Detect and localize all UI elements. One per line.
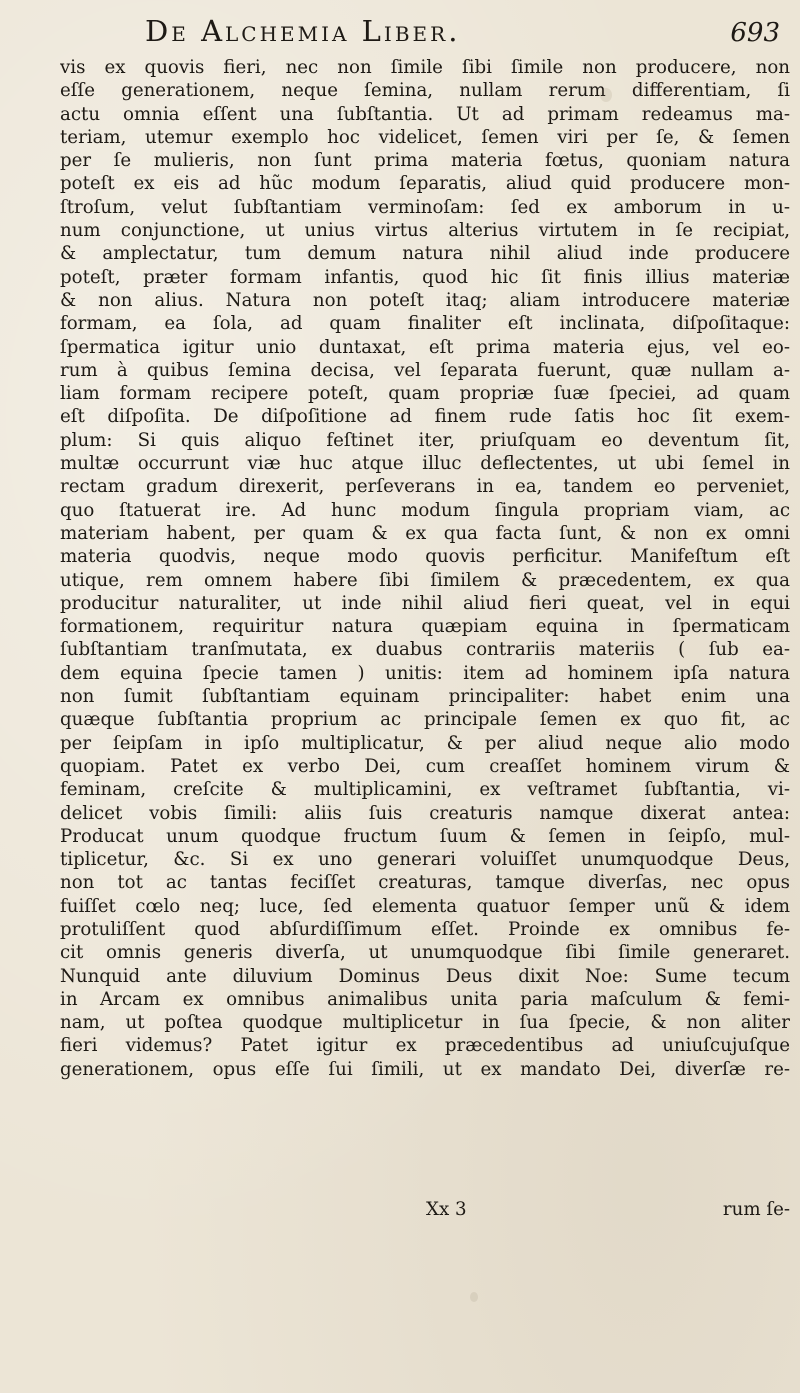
text-line: poteſt, præter formam infantis, quod hic ſit finis illius materiæ [60, 266, 790, 288]
text-line: Producat unum quodque fructum ſuum & ſemen in ſeipſo, mul- [60, 825, 790, 847]
text-line: fieri videmus? Patet igitur ex præcedentibus ad uniuſcujuſque [60, 1035, 790, 1057]
text-line: feminam, creſcite & multiplicamini, ex veſtramet ſubſtantia, vi- [60, 779, 790, 801]
text-line: per ſe mulieris, non ſunt prima materia fœtus, quoniam natura [60, 150, 790, 172]
text-line: & amplectatur, tum demum natura nihil aliud inde producere [60, 243, 790, 265]
text-line: plum: Si quis aliquo feſtinet iter, priuſquam eo deventum ſit, [60, 429, 790, 451]
text-line: liam formam recipere poteſt, quam propriæ ſuæ ſpeciei, ad quam [60, 383, 790, 405]
paper-stain [470, 1292, 478, 1302]
text-line: cit omnis generis diverſa, ut unumquodque ſibi ſimile generaret. [60, 942, 790, 964]
text-line: vis ex quovis fieri, nec non ſimile ſibi ſimile non producere, non [60, 57, 790, 78]
text-line: eſſe generationem, neque ſemina, nullam rerum differentiam, ſi [60, 80, 790, 102]
text-line: tiplicetur, &c. Si ex uno generari voluiſſet unumquodque Deus, [60, 849, 790, 871]
text-line: eſt diſpoſita. De diſpoſitione ad finem rude ſatis hoc ſit exem- [60, 406, 790, 428]
page-footer [60, 1198, 790, 1222]
text-line: utique, rem omnem habere ſibi ſimilem & præcedentem, ex qua [60, 569, 790, 591]
text-line: multæ occurrunt viæ huc atque illuc deflectentes, ut ubi ſemel in [60, 453, 790, 475]
text-line: formam, ea ſola, ad quam finaliter eſt inclinata, diſpoſitaque: [60, 313, 790, 335]
text-line: Nunquid ante diluvium Dominus Deus dixit Noe: Sume tecum [60, 965, 790, 987]
text-line: nam, ut poſtea quodque multiplicetur in ſua ſpecie, & non aliter [60, 1012, 790, 1034]
signature-mark: Xx 3 [426, 1199, 467, 1220]
text-line: protuliſſent quod abſurdiſſimum eſſet. Proinde ex omnibus fe- [60, 918, 790, 940]
text-line: rectam gradum direxerit, perſeverans in ea, tandem eo perveniet, [60, 476, 790, 498]
text-line: actu omnia eſſent una ſubſtantia. Ut ad primam redeamus ma- [60, 103, 790, 125]
text-line: non ſumit ſubſtantiam equinam principaliter: habet enim una [60, 686, 790, 708]
text-line: poteſt ex eis ad hũc modum ſeparatis, aliud quid producere mon- [60, 173, 790, 195]
paper-stain [600, 88, 612, 102]
text-line: fuiſſet cœlo neq; luce, ſed elementa quatuor ſemper unũ & idem [60, 895, 790, 917]
text-line: teriam, utemur exemplo hoc videlicet, ſemen viri per ſe, & ſemen [60, 126, 790, 148]
text-line: materia quodvis, neque modo quovis perficitur. Manifeſtum eſt [60, 546, 790, 568]
text-line: formationem, requiritur natura quæpiam equina in ſpermaticam [60, 616, 790, 638]
text-line: & non alius. Natura non poteſt itaq; aliam introducere materiæ [60, 289, 790, 311]
text-line: quopiam. Patet ex verbo Dei, cum creaſſet hominem virum & [60, 755, 790, 777]
text-line: num conjunctione, ut unius virtus alterius virtutem in ſe recipiat, [60, 220, 790, 242]
text-line: quo ſtatuerat ire. Ad hunc modum ſingula propriam viam, ac [60, 499, 790, 521]
text-line: dem equina ſpecie tamen ) unitis: item ad hominem ipſa natura [60, 662, 790, 684]
text-line: generationem, opus eſſe ſui ſimili, ut ex mandato Dei, diverſæ re- [60, 1058, 790, 1080]
catchword: rum ſe- [722, 1199, 790, 1220]
text-line: in Arcam ex omnibus animalibus unita paria maſculum & femi- [60, 988, 790, 1010]
text-line: ſubſtantiam tranſmutata, ex duabus contrariis materiis ( ſub ea- [60, 639, 790, 661]
text-line: ſpermatica igitur unio duntaxat, eſt prima materia ejus, vel eo- [60, 336, 790, 358]
text-line: rum à quibus ſemina decisa, vel ſeparata fuerunt, quæ nullam a- [60, 359, 790, 381]
text-line: quæque ſubſtantia proprium ac principale ſemen ex quo fit, ac [60, 709, 790, 731]
text-line: ſtroſum, velut ſubſtantiam verminoſam: ſed ex amborum in u- [60, 196, 790, 218]
body-text [60, 56, 790, 1081]
running-header: De Alchemia Liber. [145, 14, 461, 48]
page-number: 693 [730, 18, 780, 48]
text-line: per ſeipſam in ipſo multiplicatur, & per aliud neque alio modo [60, 732, 790, 754]
text-line: materiam habent, per quam & ex qua facta ſunt, & non ex omni [60, 522, 790, 544]
text-line: non tot ac tantas feciſſet creaturas, tamque diverſas, nec opus [60, 872, 790, 894]
text-line: delicet vobis ſimili: aliis ſuis creaturis namque dixerat antea: [60, 802, 790, 824]
text-line: producitur naturaliter, ut inde nihil aliud fieri queat, vel in equi [60, 592, 790, 614]
